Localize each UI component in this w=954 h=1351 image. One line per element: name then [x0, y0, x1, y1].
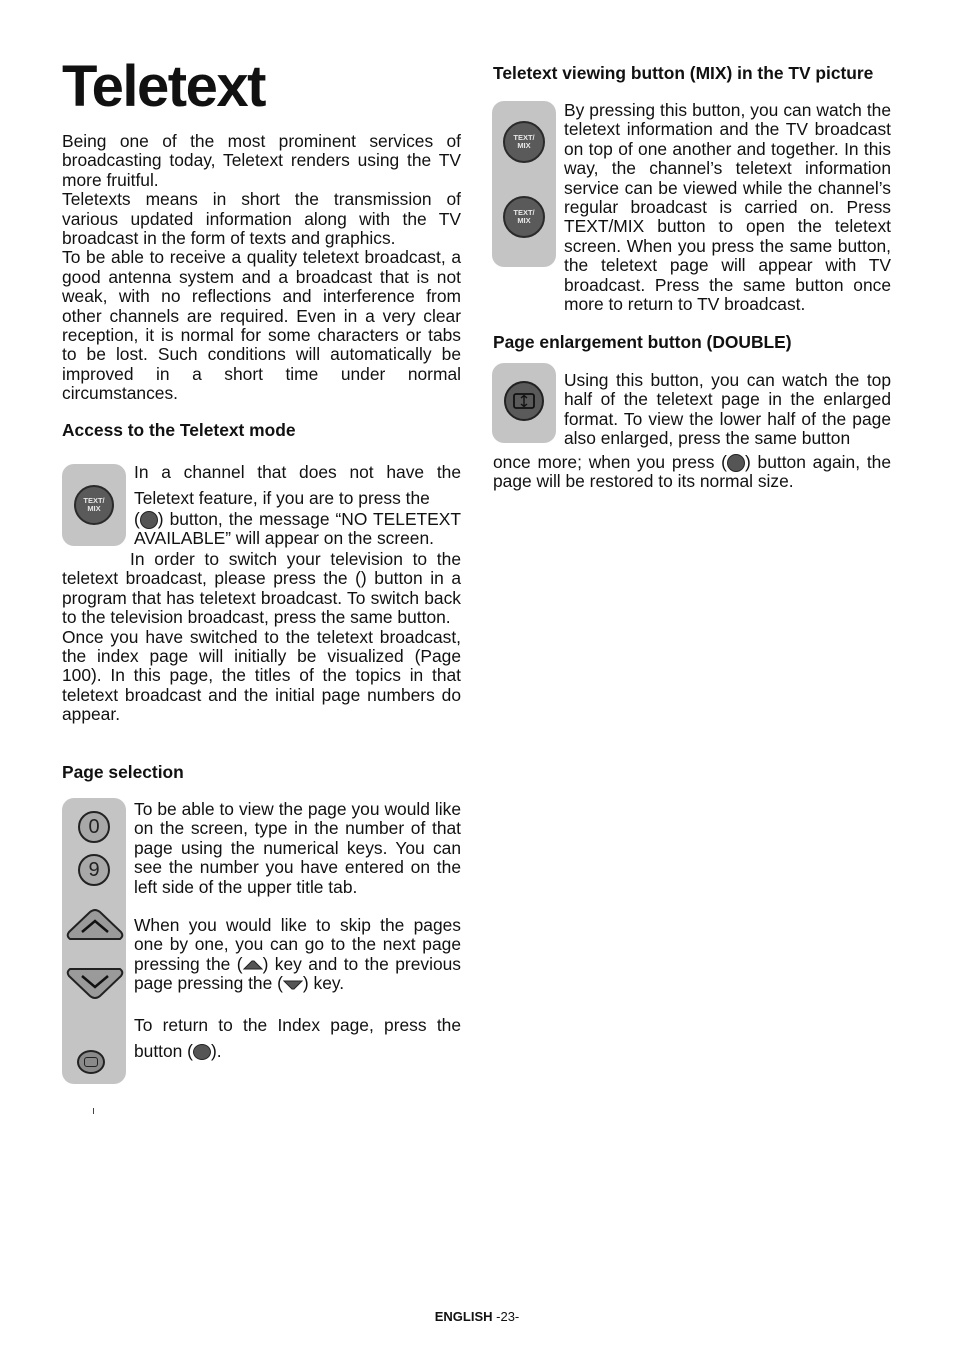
page-selection-paragraph-2-part-b: ) key and to the previous page pressing the ( [134, 953, 461, 994]
page-selection-paragraph-2-part-a: When you would like to skip the pages one by one, you can go to the next page pressing the ( [134, 915, 461, 974]
remote-illustration-mix [492, 101, 556, 267]
intro-paragraph-2: Teletexts means in short the transmission of various updated information along with the TV broadcast in the form of texts and graphics. [62, 189, 461, 249]
page-down-key-icon[interactable] [66, 962, 124, 1002]
double-inline-icon [727, 454, 745, 472]
page-up-inline-icon [243, 959, 263, 972]
page-selection-paragraph-1: To be able to view the page you would like on the screen, type in the number of that page using the numerical keys. You can see the number you have entered on the left side of the upper title tab. [134, 799, 461, 897]
access-paragraph-1-part-b: ( [134, 509, 140, 529]
page-down-inline-icon [283, 978, 303, 991]
page-selection-paragraph-2 [134, 916, 461, 994]
double-paragraph-2-part-b: ) button again, the page will be restored to its normal size. [493, 452, 891, 492]
text-mix-button-2[interactable]: TEXT/ MIX [503, 196, 545, 238]
remote-illustration-access [62, 464, 126, 546]
numeric-key-9[interactable]: 9 [78, 854, 110, 886]
double-page-icon [513, 392, 535, 410]
text-mix-inline-icon [140, 511, 158, 529]
double-paragraph-2 [493, 453, 891, 492]
access-text-wrap [134, 459, 461, 549]
access-heading: Access to the Teletext mode [62, 420, 296, 440]
double-text-lower [493, 453, 891, 492]
text-mix-button[interactable]: TEXT/ MIX [74, 485, 114, 525]
numeric-key-0[interactable]: 0 [78, 811, 110, 843]
remote-illustration-double [492, 363, 556, 443]
mix-text [564, 101, 891, 314]
page-selection-text [134, 800, 461, 1064]
mix-heading: Teletext viewing button (MIX) in the TV picture [493, 63, 874, 83]
page-footer [0, 1309, 954, 1324]
double-button[interactable] [504, 381, 544, 421]
double-paragraph-2-part-a: once more; when you press ( [493, 452, 727, 472]
footer-page-number: -23- [496, 1309, 520, 1324]
index-key-icon[interactable] [77, 1050, 105, 1074]
access-paragraph-1-part-c: ) button, the message “NO TELETEXT AVAILABLE” will appear on the screen. [134, 509, 461, 549]
index-inline-icon [193, 1044, 211, 1060]
remote-illustration-page-selection [62, 798, 126, 1084]
page-selection-paragraph-3-part-a: To return to the Index page, press the button ( [134, 1014, 461, 1061]
page-selection-paragraph-3 [134, 1012, 461, 1064]
stray-mark [93, 1108, 94, 1114]
access-text-lower [62, 550, 461, 725]
double-paragraph-1: Using this button, you can watch the top half of the teletext page in the enlarged format. To view the lower half of the page also enlarged, press the same button [564, 370, 891, 449]
intro-section [62, 132, 461, 404]
page-selection-heading: Page selection [62, 762, 184, 782]
access-paragraph-1-part-a: In a channel that does not have the Teletext feature, if you are to press the [134, 462, 461, 508]
footer-language: ENGLISH [434, 1309, 493, 1324]
access-paragraph-1-line [134, 510, 461, 549]
page-title: Teletext [62, 54, 265, 119]
access-paragraph-2: In order to switch your television to the teletext broadcast, please press the () button in a program that has teletext broadcast. To switch back to the television broadcast, press the same button. [62, 549, 461, 628]
intro-paragraph-1: Being one of the most prominent services of broadcasting today, Teletext renders using the TV more fruitful. [62, 131, 461, 190]
page-up-key-icon[interactable] [66, 906, 124, 946]
mix-paragraph-1: By pressing this button, you can watch the teletext information and the TV broadcast on top of one another and together. In this way, the channel’s teletext information service can be viewed while the channel’s regular broadcast is carried on. Press TEXT/MIX button to open the teletext screen. When you press the same button, the teletext page will appear with TV broadcast. Press the same button once more to return to TV broadcast. [564, 100, 891, 315]
text-mix-button-1[interactable]: TEXT/ MIX [503, 121, 545, 163]
double-heading: Page enlargement button (DOUBLE) [493, 332, 792, 352]
access-paragraph-3: Once you have switched to the teletext broadcast, the index page will initially be visualized (Page 100). In this page, the titles of the topics in that teletext broadcast and the initial page numbers do appear. [62, 626, 461, 725]
page-selection-paragraph-2-part-c: ) key. [302, 973, 345, 994]
page-selection-paragraph-3-part-b: ). [210, 1040, 222, 1061]
double-text-upper [564, 371, 891, 449]
intro-paragraph-3: To be able to receive a quality teletext broadcast, a good antenna system and a broadcast that is not weak, with no reflections and interference from other channels are required. Even in a very clear reception, it is normal for some characters or tabs to be lost. Such conditions will automatically be improved in a short time under normal circumstances. [62, 247, 461, 404]
